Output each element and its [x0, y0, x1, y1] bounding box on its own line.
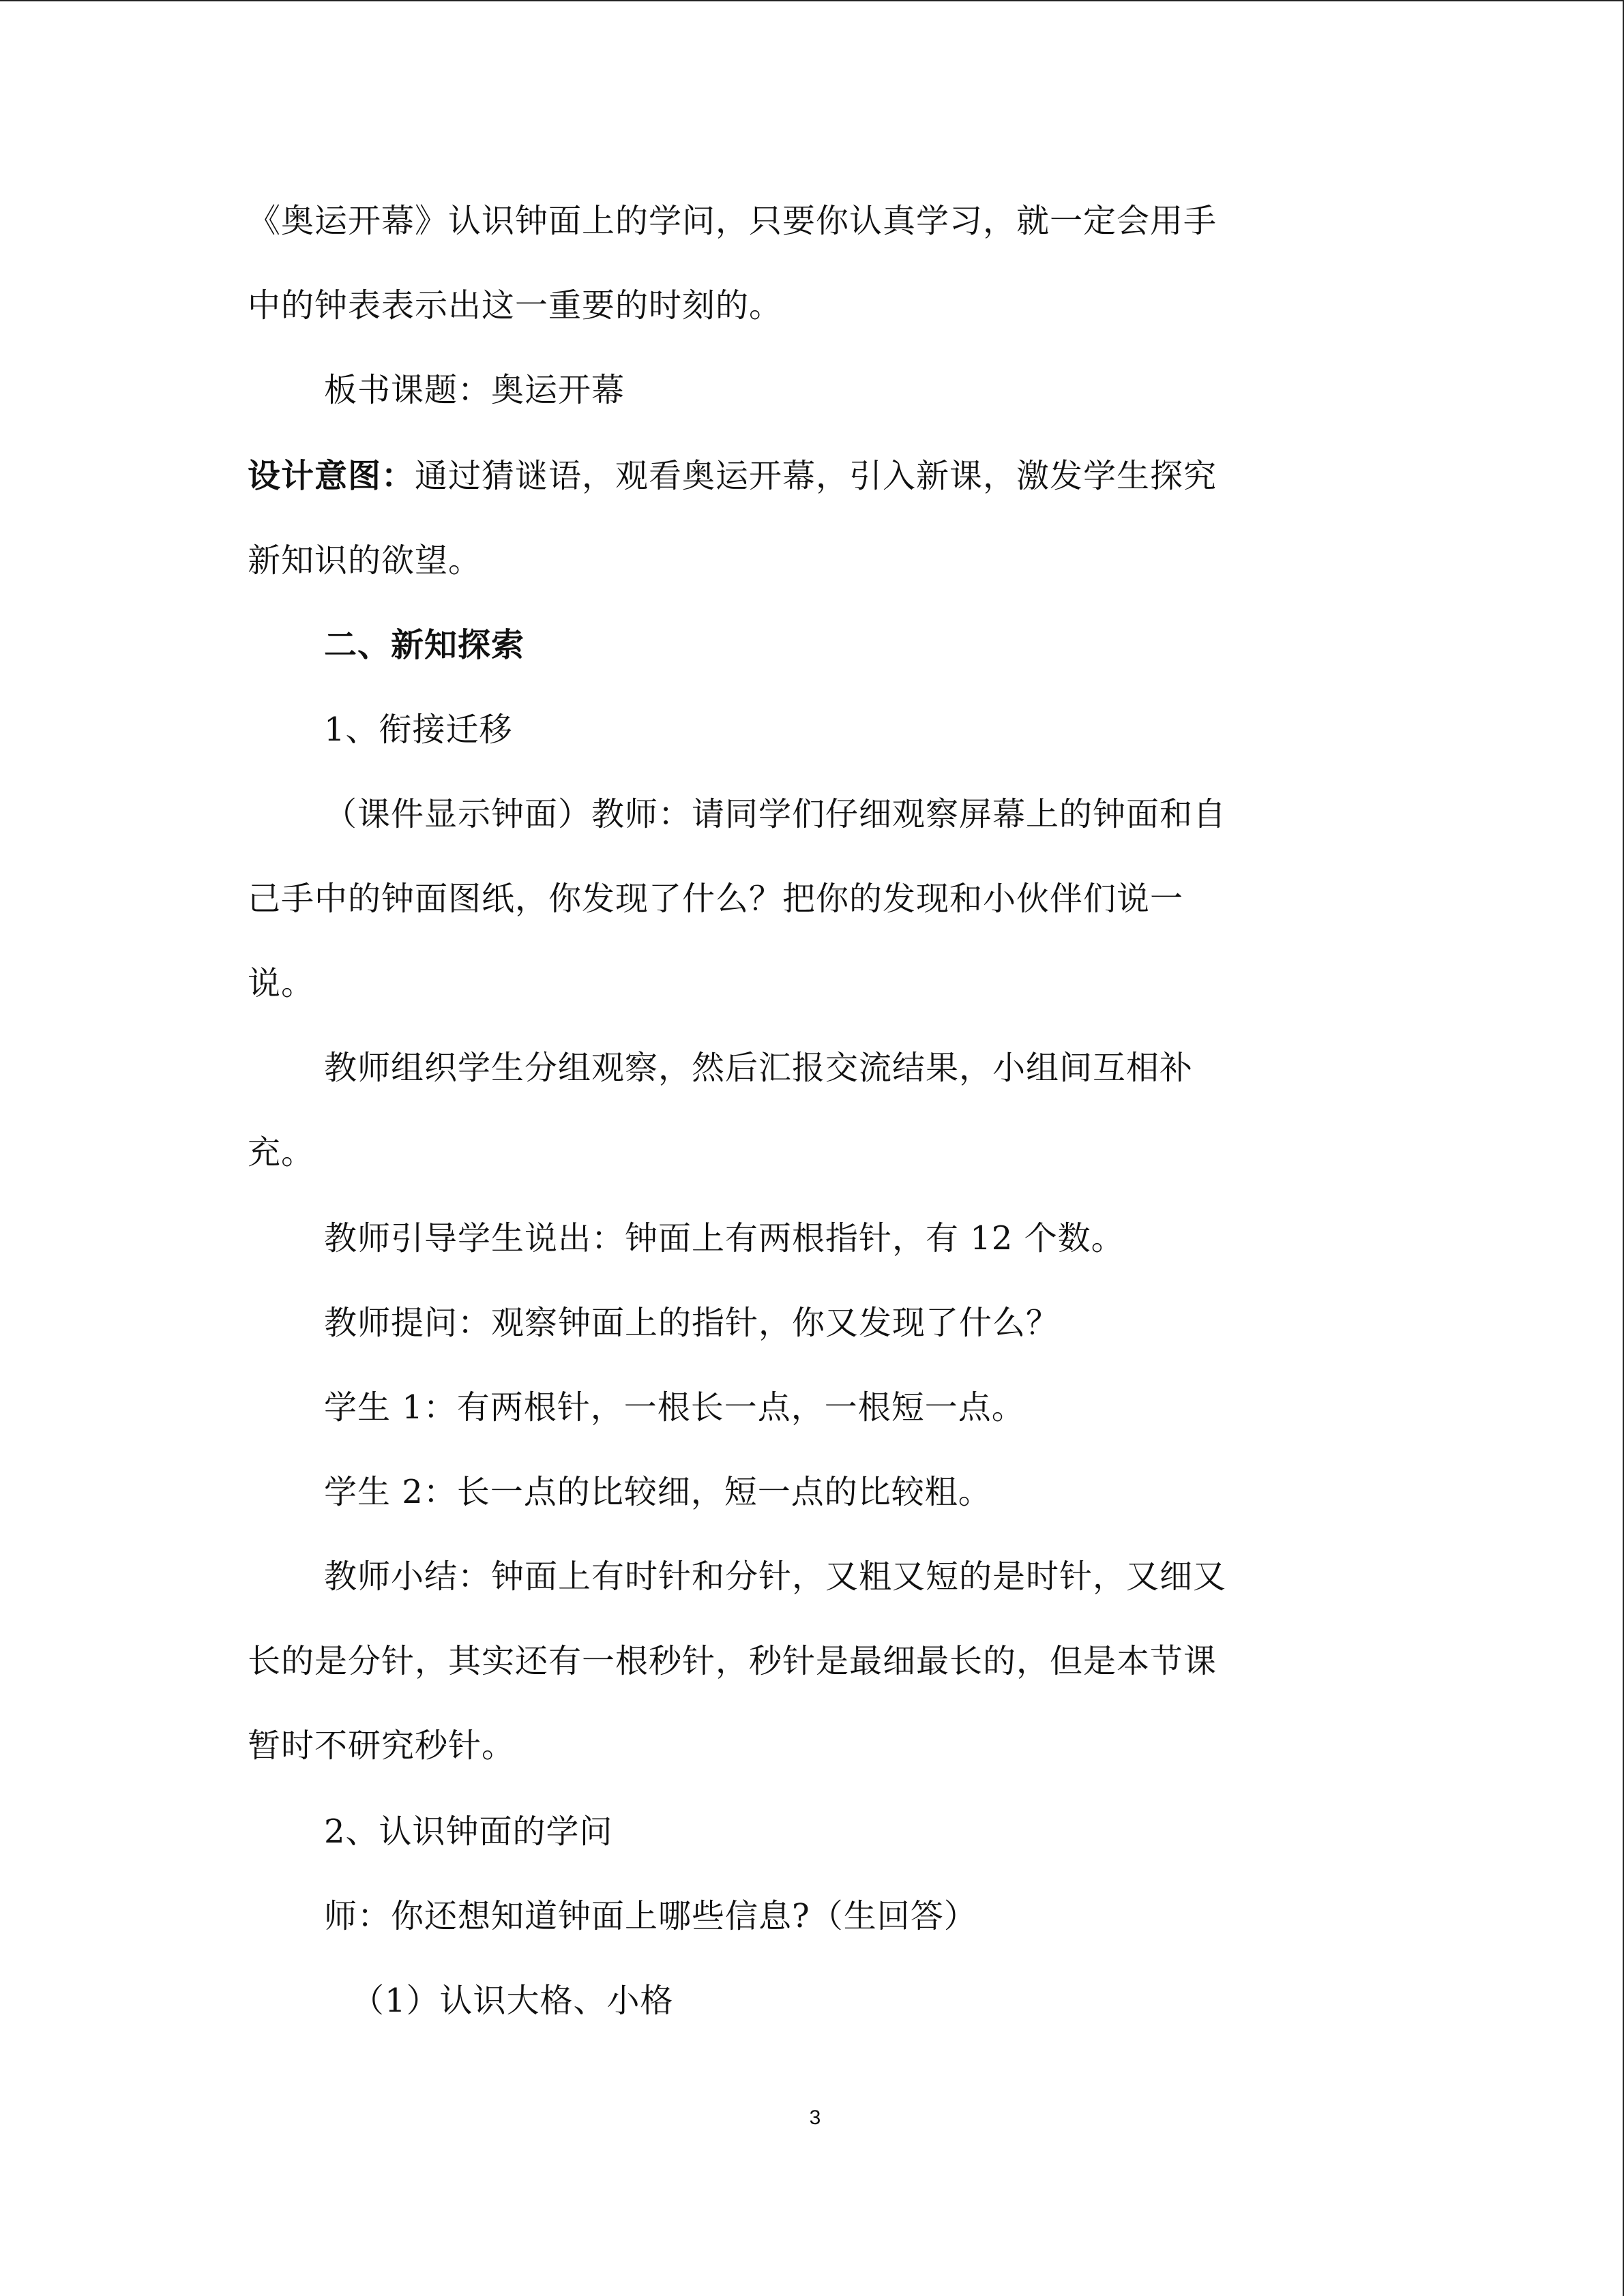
paragraph-line-courseware: （课件显示钟面）教师：请同学们仔细观察屏幕上的钟面和自 [324, 795, 1227, 833]
design-intent-label: 设计意图： [248, 457, 415, 495]
paragraph-line-courseware-continued: 己手中的钟面图纸，你发现了什么？把你的发现和小伙伴们说一 [248, 880, 1184, 918]
design-intent-line [248, 447, 1361, 505]
subsection-heading-transfer: 1、衔接迁移 [324, 711, 513, 749]
paragraph-line-group-observation-end: 充。 [248, 1133, 315, 1172]
paragraph-line-courseware-end: 说。 [248, 964, 315, 1002]
paragraph-line-1: 《奥运开幕》认识钟面上的学问，只要你认真学习，就一定会用手 [248, 202, 1217, 240]
page-number: 3 [809, 2106, 821, 2129]
paragraph-line-teacher-guide: 教师引导学生说出：钟面上有两根指针，有 12 个数。 [324, 1219, 1125, 1257]
paragraph-line-student-2: 学生 2：长一点的比较细，短一点的比较粗。 [324, 1473, 992, 1511]
paragraph-line-teacher-summary: 教师小结：钟面上有时针和分针，又粗又短的是时针，又细又 [324, 1557, 1227, 1596]
section-heading-new-knowledge: 二、新知探索 [324, 626, 525, 664]
paragraph-line-teacher-summary-end: 暂时不研究秒针。 [248, 1727, 516, 1765]
design-intent-text: 通过猜谜语，观看奥运开幕，引入新课，激发学生探究 [415, 457, 1217, 495]
paragraph-line-teacher-ask: 师：你还想知道钟面上哪些信息?（生回答） [324, 1897, 977, 1935]
paragraph-line-teacher-question: 教师提问：观察钟面上的指针，你又发现了什么？ [324, 1304, 1060, 1342]
subsection-heading-clock-face: 2、认识钟面的学问 [324, 1813, 613, 1851]
board-topic-line: 板书课题：奥运开幕 [324, 371, 625, 409]
subsection-heading-grids: （1）认识大格、小格 [351, 1982, 674, 2020]
design-intent-continuation: 新知识的欲望。 [248, 541, 482, 580]
paragraph-line-group-observation: 教师组织学生分组观察，然后汇报交流结果，小组间互相补 [324, 1049, 1194, 1087]
paragraph-line-teacher-summary-continued: 长的是分针，其实还有一根秒针，秒针是最细最长的，但是本节课 [248, 1642, 1217, 1680]
paragraph-line-student-1: 学生 1：有两根针，一根长一点，一根短一点。 [324, 1388, 1025, 1427]
paragraph-line-2: 中的钟表表示出这一重要的时刻的。 [248, 286, 783, 325]
